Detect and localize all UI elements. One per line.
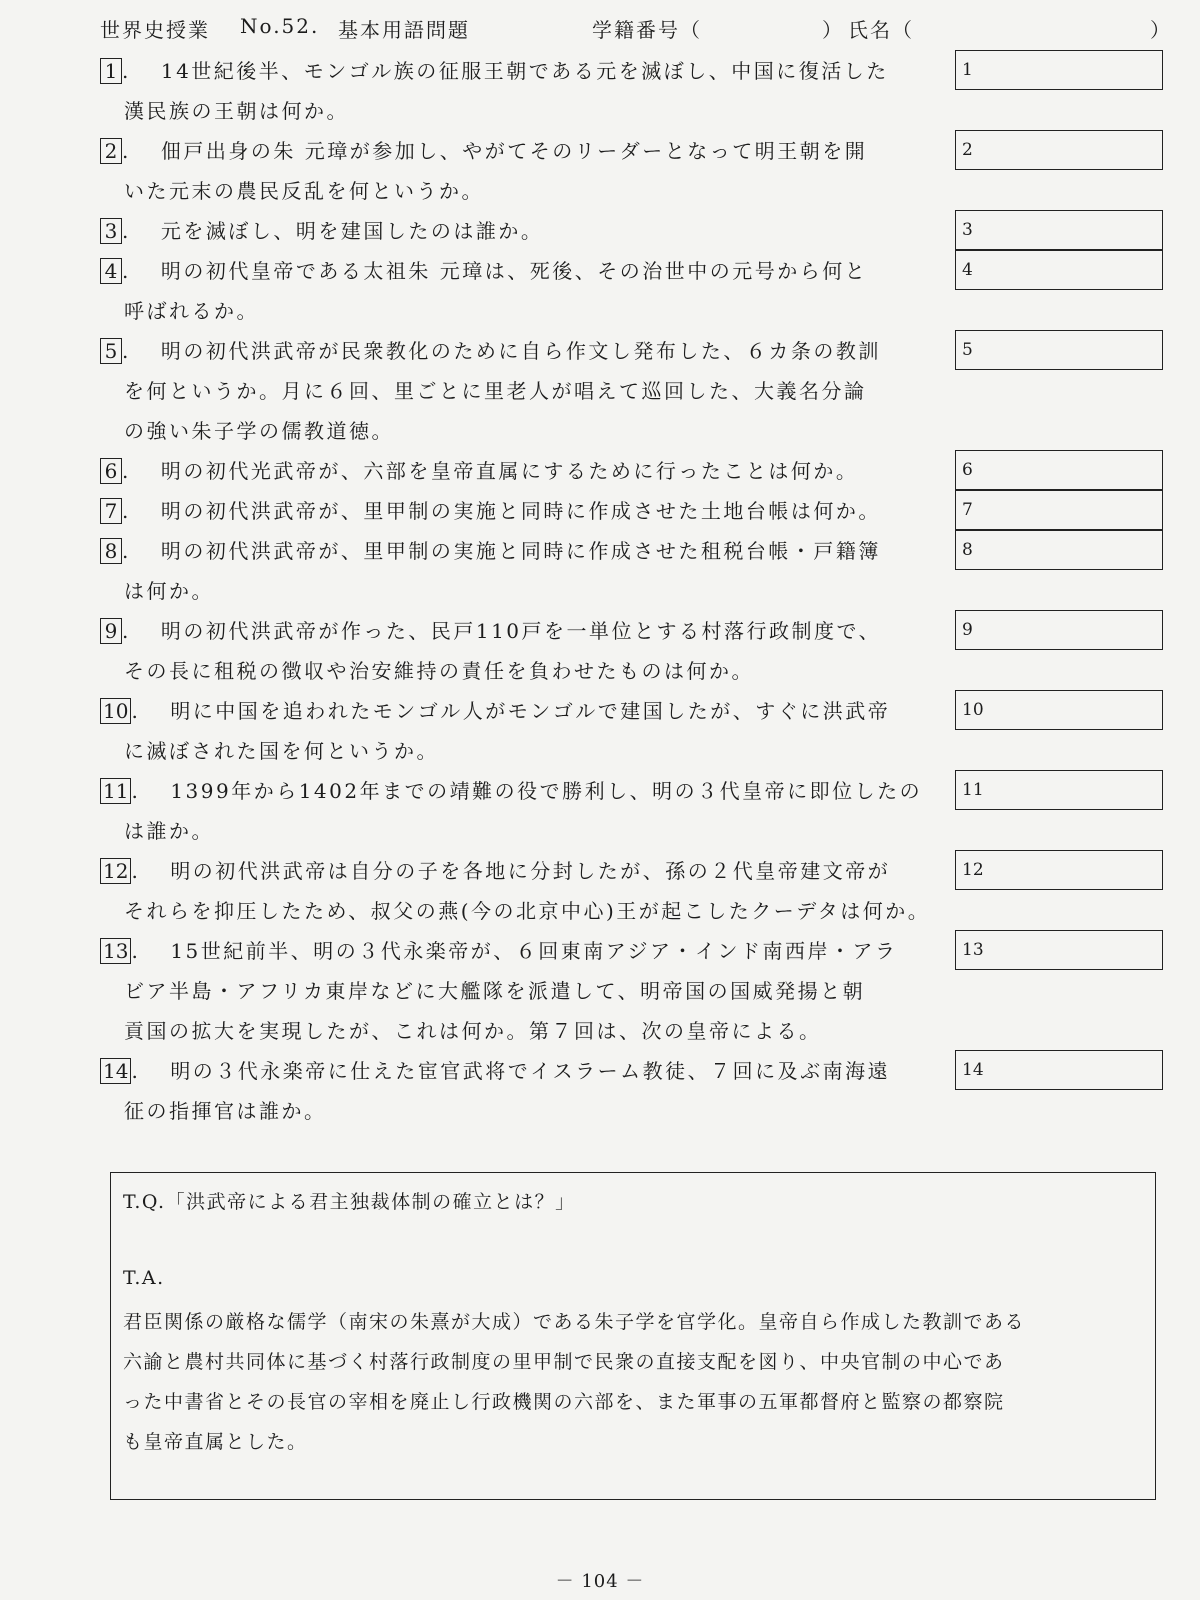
question-number-period: . xyxy=(131,779,141,803)
question-text: 明の初代洪武帝が作った、民戸110戸を一単位とする村落行政制度で、 xyxy=(160,619,882,643)
question-text-continued: に滅ぼされた国を何というか。 xyxy=(124,739,439,763)
question-line xyxy=(100,611,881,651)
question-text-continued: いた元末の農民反乱を何というか。 xyxy=(124,179,484,203)
answer-box-number: 6 xyxy=(962,460,973,480)
name-close: ） xyxy=(1150,18,1172,42)
question-item xyxy=(100,691,890,771)
answer-box-number: 4 xyxy=(962,260,973,280)
worksheet-header xyxy=(100,14,1172,46)
answer-box-number: 1 xyxy=(962,60,973,80)
question-number-period: . xyxy=(122,619,131,643)
tq-answer-label: T.A. xyxy=(123,1267,165,1289)
question-text: 14世紀後半、モンゴル族の征服王朝である元を滅ぼし、中国に復活した xyxy=(160,59,889,83)
worksheet-number: No.52. xyxy=(240,14,320,38)
question-number: 11 xyxy=(100,778,131,804)
answer-box-number: 3 xyxy=(962,220,973,240)
question-number: 4 xyxy=(100,258,122,284)
student-id-label: 学籍番号（ xyxy=(592,18,702,42)
question-item xyxy=(100,851,930,931)
question-number-period: . xyxy=(122,339,131,363)
question-line xyxy=(100,51,889,91)
question-number-period: . xyxy=(122,259,131,283)
question-line xyxy=(100,691,890,731)
question-line xyxy=(100,131,867,171)
question-text: 明の初代皇帝である太祖朱 元璋は、死後、その治世中の元号から何と xyxy=(160,259,868,283)
question-number: 7 xyxy=(100,498,122,524)
question-text: 明の初代光武帝が、六部を皇帝直属にするために行ったことは何か。 xyxy=(160,459,859,483)
course-title: 世界史授業 xyxy=(100,18,210,42)
tq-question: T.Q.「洪武帝による君主独裁体制の確立とは？」 xyxy=(123,1191,576,1213)
tq-answer-line: った中書省とその長官の宰相を廃止し行政機関の六部を、また軍事の五軍都督府と監察の都察院 xyxy=(123,1391,1005,1413)
question-number-period: . xyxy=(131,1059,141,1083)
question-text-continued: を何というか。月に６回、里ごとに里老人が唱えて巡回した、大義名分論 xyxy=(124,379,867,403)
answer-box-number: 9 xyxy=(962,620,973,640)
question-number-period: . xyxy=(131,859,141,883)
question-number-period: . xyxy=(122,459,131,483)
answer-box-number: 10 xyxy=(962,700,984,720)
answer-box[interactable] xyxy=(955,50,1163,90)
question-number-period: . xyxy=(122,539,131,563)
question-number-period: . xyxy=(122,139,131,163)
question-text: 明の初代洪武帝が、里甲制の実施と同時に作成させた土地台帳は何か。 xyxy=(160,499,881,523)
question-text: 明に中国を追われたモンゴル人がモンゴルで建国したが、すぐに洪武帝 xyxy=(170,699,891,723)
question-line xyxy=(100,771,922,811)
question-text: 佃戸出身の朱 元璋が参加し、やがてそのリーダーとなって明王朝を開 xyxy=(160,139,868,163)
question-number-period: . xyxy=(131,699,141,723)
answer-box-number: 8 xyxy=(962,540,973,560)
question-line xyxy=(100,1051,890,1091)
question-text-continued: は誰か。 xyxy=(124,819,214,843)
answer-box-number: 5 xyxy=(962,340,973,360)
name-label: 氏名（ xyxy=(848,18,914,42)
answer-box[interactable] xyxy=(955,530,1163,570)
tq-answer-line: 君臣関係の厳格な儒学（南宋の朱熹が大成）である朱子学を官学化。皇帝自ら作成した教訓である xyxy=(123,1311,1026,1333)
answer-box[interactable] xyxy=(955,250,1163,290)
answer-box[interactable] xyxy=(955,490,1163,530)
answer-box[interactable] xyxy=(955,610,1163,650)
tq-answer-line: も皇帝直属とした。 xyxy=(123,1431,308,1453)
question-text-continued: の強い朱子学の儒教道徳。 xyxy=(124,419,394,443)
question-number: 10 xyxy=(100,698,131,724)
question-item xyxy=(100,531,881,611)
answer-box-number: 2 xyxy=(962,140,973,160)
question-number: 1 xyxy=(100,58,122,84)
question-text-continued: ビア半島・アフリカ東岸などに大艦隊を派遣して、明帝国の国威発揚と朝 xyxy=(124,979,866,1003)
question-item xyxy=(100,931,897,1051)
answer-box[interactable] xyxy=(955,1050,1163,1090)
answer-box[interactable] xyxy=(955,690,1163,730)
question-item xyxy=(100,771,922,851)
question-item xyxy=(100,611,881,691)
question-line xyxy=(100,451,858,491)
question-text: 明の３代永楽帝に仕えた宦官武将でイスラーム教徒、７回に及ぶ南海遠 xyxy=(170,1059,891,1083)
question-item xyxy=(100,131,867,211)
answer-box-number: 11 xyxy=(962,780,984,800)
question-text: 明の初代洪武帝が民衆教化のために自ら作文し発布した、６カ条の教訓 xyxy=(160,339,881,363)
question-line xyxy=(100,331,881,371)
question-item xyxy=(100,211,543,251)
tq-answer-line: 六諭と農村共同体に基づく村落行政制度の里甲制で民衆の直接支配を図り、中央官制の中心であ xyxy=(123,1351,1005,1373)
question-number-period: . xyxy=(131,939,141,963)
answer-box-number: 13 xyxy=(962,940,984,960)
question-number-period: . xyxy=(122,219,131,243)
question-number: 5 xyxy=(100,338,122,364)
question-item xyxy=(100,251,867,331)
question-number: 12 xyxy=(100,858,131,884)
answer-box-number: 14 xyxy=(962,1060,984,1080)
question-text-continued: それらを抑圧したため、叔父の燕(今の北京中心)王が起こしたクーデタは何か。 xyxy=(124,899,931,923)
question-number: 2 xyxy=(100,138,122,164)
question-number: 13 xyxy=(100,938,131,964)
question-number-period: . xyxy=(122,59,131,83)
question-line xyxy=(100,251,867,291)
question-number: 14 xyxy=(100,1058,131,1084)
question-number: 6 xyxy=(100,458,122,484)
question-line xyxy=(100,851,930,891)
answer-box[interactable] xyxy=(955,450,1163,490)
question-text: 15世紀前半、明の３代永楽帝が、６回東南アジア・インド南西岸・アラ xyxy=(170,939,898,963)
question-number: 3 xyxy=(100,218,122,244)
question-item xyxy=(100,331,881,451)
answer-box[interactable] xyxy=(955,330,1163,370)
question-number: 9 xyxy=(100,618,122,644)
teacher-question-box xyxy=(110,1172,1156,1500)
question-text-continued: 呼ばれるか。 xyxy=(124,299,259,323)
answer-box-number: 12 xyxy=(962,860,984,880)
question-text: 明の初代洪武帝は自分の子を各地に分封したが、孫の２代皇帝建文帝が xyxy=(170,859,891,883)
question-line xyxy=(100,211,543,251)
answer-box[interactable] xyxy=(955,210,1163,250)
question-text: 1399年から1402年までの靖難の役で勝利し、明の３代皇帝に即位したの xyxy=(170,779,923,803)
question-text: 元を滅ぼし、明を建国したのは誰か。 xyxy=(160,219,544,243)
question-item xyxy=(100,491,881,531)
question-text: 明の初代洪武帝が、里甲制の実施と同時に作成させた租税台帳・戸籍簿 xyxy=(160,539,881,563)
question-text-continued: は何か。 xyxy=(124,579,214,603)
question-line xyxy=(100,931,897,971)
question-number-period: . xyxy=(122,499,131,523)
student-id-close: ） xyxy=(822,18,844,42)
worksheet-topic: 基本用語問題 xyxy=(338,18,470,42)
question-text-continued: 漢民族の王朝は何か。 xyxy=(124,99,349,123)
question-text-continued: その長に租税の徴収や治安維持の責任を負わせたものは何か。 xyxy=(124,659,754,683)
page-number: － 104 － xyxy=(555,1571,645,1592)
question-item xyxy=(100,1051,890,1131)
question-item xyxy=(100,51,889,131)
question-text-continued: 貢国の拡大を実現したが、これは何か。第７回は、次の皇帝による。 xyxy=(124,1019,822,1043)
question-line xyxy=(100,491,881,531)
answer-box[interactable] xyxy=(955,930,1163,970)
answer-box[interactable] xyxy=(955,130,1163,170)
answer-box-number: 7 xyxy=(962,500,973,520)
question-text-continued: 征の指揮官は誰か。 xyxy=(124,1099,327,1123)
question-item xyxy=(100,451,858,491)
question-line xyxy=(100,531,881,571)
question-number: 8 xyxy=(100,538,122,564)
answer-box[interactable] xyxy=(955,770,1163,810)
answer-box[interactable] xyxy=(955,850,1163,890)
